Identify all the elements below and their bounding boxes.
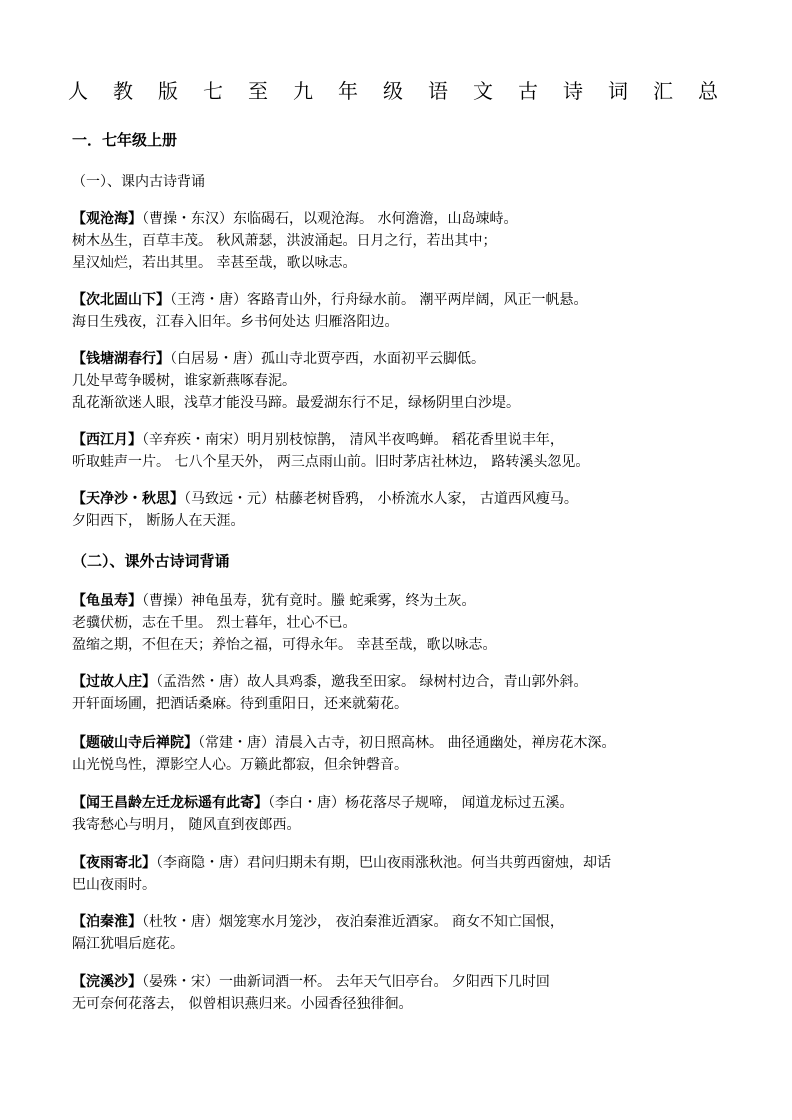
poem-title: 【过故人庄】 [72,674,156,690]
title-char: 汇 [653,79,673,103]
poem-title: 【钱塘湖春行】 [72,351,170,367]
poem-line: 【西江月】（辛弃疾・南宋）明月别枝惊鹊， 清风半夜鸣蝉。 稻花香里说丰年， [72,432,564,448]
title-char: 至 [248,79,268,103]
poem-title: 【西江月】 [72,432,142,448]
title-char: 七 [203,79,223,103]
poem-line: 隔江犹唱后庭花。 [72,936,184,952]
title-char: 诗 [563,79,583,103]
poem-title: 【闻王昌龄左迁龙标遥有此寄】 [72,795,268,811]
subsection-heading: （二）、课外古诗词背诵 [72,552,230,570]
poem-line: 【夜雨寄北】（李商隐・唐）君问归期未有期，巴山夜雨涨秋池。何当共剪西窗烛，却话 [72,855,611,871]
poem-line: 夕阳西下， 断肠人在天涯。 [72,513,245,529]
poem-title: 【题破山寺后禅院】 [72,735,198,751]
title-char: 年 [338,79,358,103]
poem-line: 【观沧海】（曹操・东汉）东临碣石，以观沧海。 水何澹澹，山岛竦峙。 [72,211,518,227]
poem-line: 【次北固山下】（王湾・唐）客路青山外，行舟绿水前。 潮平两岸阔，风正一帆悬。 [72,292,588,308]
poem-line: 【泊秦淮】（杜牧・唐）烟笼寒水月笼沙， 夜泊秦淮近酒家。 商女不知亡国恨， [72,914,564,930]
title-char: 总 [698,79,718,103]
title-char: 词 [608,79,628,103]
title-char: 级 [383,79,403,103]
poem-line: 树木丛生，百草丰茂。 秋风萧瑟，洪波涌起。日月之行，若出其中； [72,233,497,249]
poem-line: 海日生残夜，江春入旧年。乡书何处达 归雁洛阳边。 [72,314,399,330]
poem-line: 几处早莺争暖树，谁家新燕啄春泥。 [72,373,296,389]
poem-line: 乱花渐欲迷人眼，浅草才能没马蹄。最爱湖东行不足，绿杨阴里白沙堤。 [72,395,520,411]
page-title [68,78,718,104]
poem-line: 我寄愁心与明月， 随风直到夜郎西。 [72,817,301,833]
poem-line: 【过故人庄】（孟浩然・唐）故人具鸡黍，邀我至田家。 绿树村边合，青山郭外斜。 [72,674,588,690]
poem-title: 【泊秦淮】 [72,914,142,930]
poem-line: 无可奈何花落去， 似曾相识燕归来。小园香径独徘徊。 [72,996,413,1012]
poem-line: 【闻王昌龄左迁龙标遥有此寄】（李白・唐）杨花落尽子规啼， 闻道龙标过五溪。 [72,795,574,811]
poem-line: 【题破山寺后禅院】（常建・唐）清晨入古寺，初日照高林。 曲径通幽处，禅房花木深。 [72,735,616,751]
poem-line: 听取蛙声一片。 七八个星天外， 两三点雨山前。旧时茅店社林边， 路转溪头忽见。 [72,454,590,470]
poem-title: 【次北固山下】 [72,292,170,308]
poem-title: 【龟虽寿】 [72,593,142,609]
title-char: 古 [518,79,538,103]
poem-line: 【钱塘湖春行】（白居易・唐）孤山寺北贾亭西，水面初平云脚低。 [72,351,485,367]
poem-line: 【龟虽寿】（曹操）神龟虽寿，犹有竟时。螣 蛇乘雾，终为土灰。 [72,593,476,609]
poem-line: 开轩面场圃，把酒话桑麻。待到重阳日，还来就菊花。 [72,696,408,712]
poem-title: 【观沧海】 [72,211,142,227]
poem-line: 巴山夜雨时。 [72,877,156,893]
poem-title: 【浣溪沙】 [72,974,142,990]
title-char: 文 [473,79,493,103]
title-char: 教 [113,79,133,103]
poem-title: 【天净沙・秋思】 [72,491,184,507]
title-char: 语 [428,79,448,103]
poem-line: 老骥伏枥，志在千里。 烈士暮年，壮心不已。 [72,615,357,631]
poem-title: 【夜雨寄北】 [72,855,156,871]
poem-line: 山光悦鸟性，潭影空人心。万籁此都寂，但余钟磬音。 [72,757,408,773]
title-char: 九 [293,79,313,103]
section-heading: 一．七年级上册 [72,131,178,149]
subsection-heading: （一）、课内古诗背诵 [72,174,205,190]
title-char: 版 [158,79,178,103]
title-char: 人 [68,79,88,103]
poem-line: 【天净沙・秋思】（马致远・元）枯藤老树昏鸦， 小桥流水人家， 古道西风瘦马。 [72,491,578,507]
poem-line: 盈缩之期，不但在天；养怡之福，可得永年。 幸甚至哉，歌以咏志。 [72,637,497,653]
poem-line: 【浣溪沙】（晏殊・宋）一曲新词酒一杯。 去年天气旧亭台。 夕阳西下几时回 [72,974,550,990]
poem-line: 星汉灿烂，若出其里。 幸甚至哉，歌以咏志。 [72,255,357,271]
